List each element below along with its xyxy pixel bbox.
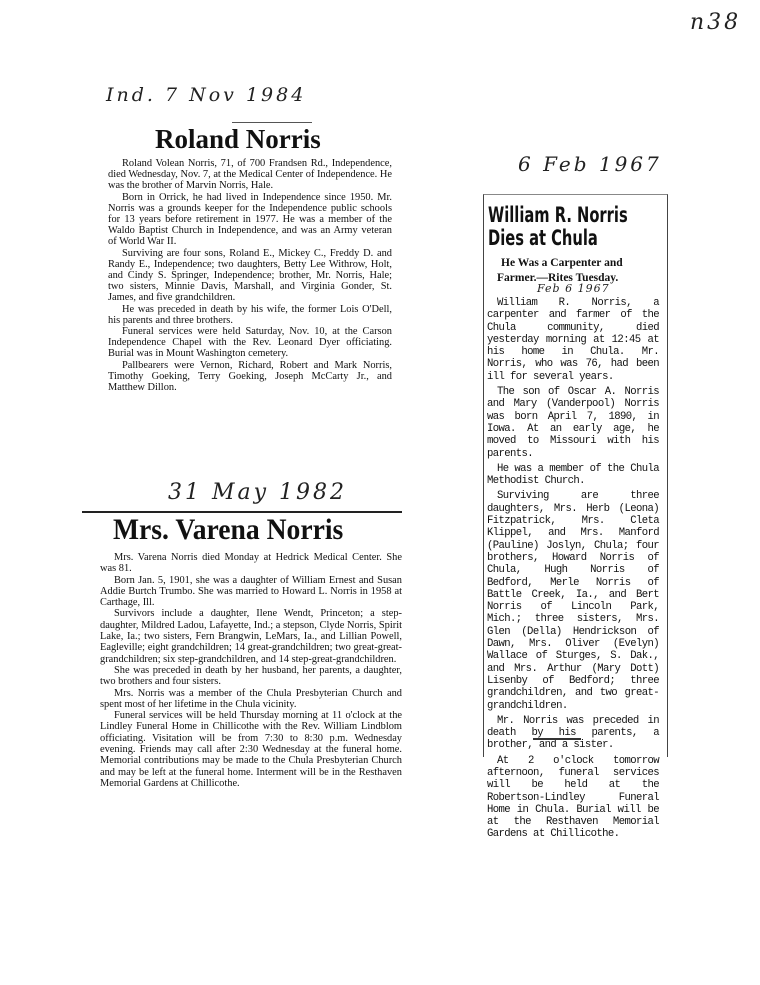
end-rule [533,738,581,740]
obituary-title: Roland Norris [155,124,321,154]
paragraph: She was preceded in death by her husband, her parents, a daughter, two brothers and four sisters. [100,664,402,688]
paragraph: Born Jan. 5, 1901, she was a daughter of William Ernest and Susan Addie Burtch Trumbo. She was married to Howard L. Norris in 1958 at Carthage, Ill. [100,574,402,609]
paragraph: Roland Volean Norris, 71, of 700 Frandsen Rd., Independence, died Wednesday, Nov. 7, at the Medical Center of Independence. He was the brother of Marvin Norris, Hale. [108,158,392,192]
subheadline-line-2: Farmer.—Rites Tuesday. [497,272,619,284]
paragraph: Mrs. Norris was a member of the Chula Presbyterian Church and spent most of her lifetime in the Chula vicinity. [100,687,402,710]
headline-line-2: Dies at Chula [488,226,598,250]
paragraph: Mr. Norris was preceded in death by his parents, a brother, and a sister. [487,714,659,752]
obituary-body [108,158,392,393]
headline-line-1: William R. Norris [488,203,628,227]
obituary-body [487,297,659,844]
obituary-title: Mrs. Varena Norris [113,513,344,546]
subheadline-line-1: He Was a Carpenter and [501,257,623,269]
paragraph: He was preceded in death by his wife, the former Lois O'Dell, his parents and three brothers. [108,303,392,326]
paragraph: Pallbearers were Vernon, Richard, Robert and Mark Norris, Timothy Goeking, Terry Goeking, Joseph McCarty Jr., and Matthew Dillon. [108,359,392,394]
paragraph: Born in Orrick, he had lived in Independence since 1950. Mr. Norris was a grounds keeper for the Independence public schools for 13 years before retirement in 1977. He was a member of the Waldo Baptist Church in Independence, and was an Army veteran of World War II. [108,191,392,248]
rule [232,122,312,123]
paragraph: Funeral services will be held Thursday morning at 11 o'clock at the Lindley Funeral Home in Chillicothe with the Rev. William Lindblom officiating. Visitation will be from 7:30 to 8:30 p.m. Wednesday evening. Friends may call after 2:30 Wednesday at the funeral home. Memorial contributions may be made to the Chula Presbyterian Church and may be left at the funeral home. Interment will be in the Resthaven Memorial Gardens at Chillicothe. [100,710,402,789]
paragraph: Surviving are four sons, Roland E., Mickey C., Freddy D. and Randy E., Independence; two daughters, Betty Lee Withrow, Holt, and Cindy S. Springer, Independence; brother, Mr. Norris, Hale; two sisters, Minnie Davis, Marshall, and Virginia Gonder, St. James, and five grandchildren. [108,247,392,304]
handwritten-inline-date: Feb 6 1967 [537,282,610,295]
handwritten-date: 31 May 1982 [168,480,348,505]
paragraph: Surviving are three daughters, Mrs. Herb (Leona) Fitzpatrick, Mrs. Cleta Klippel, and Mrs. Manford (Pauline) Joslyn, Chula; four brothers, Howard Norris of Chula, Hugh Norris of Bedford, Merle Norris of Battle Creek, Ia., and Bert Norris of Lincoln Park, Mich.; three sisters, Mrs. Glen (Della) Hendrickson of Dawn, Mrs. Oliver (Evelyn) Wallace of Sturges, S. Dak., and Mrs. Arthur (Mary Dott) Lisenby of Bedford; three grandchildren, and two great-grandchildren. [487,490,659,712]
paragraph: Funeral services were held Saturday, Nov. 10, at the Carson Independence Chapel with the Rev. Leonard Dyer officiating. Burial was in Mount Washington cemetery. [108,326,392,360]
obituary-body [100,552,402,789]
paragraph: Survivors include a daughter, Ilene Wendt, Princeton; a step-daughter, Mildred Ladou, Lafayette, Ind.; a stepson, Clyde Norris, Spirit Lake, Ia.; two sisters, Fern Brangwin, LeMars, Ia., and Lillian Powell, Eagleville; eight grandchildren; 14 great-grandchildren; two great-great-grandchildren; six step-grandchildren, and 14 step-great-grandchildren. [100,608,402,665]
paragraph: At 2 o'clock tomorrow afternoon, funeral services will be held at the Robertson-Lindley Funeral Home in Chula. Burial will be at the Resthaven Memorial Gardens at Chillicothe. [487,754,659,841]
handwritten-date: 6 Feb 1967 [518,152,662,176]
paragraph: He was a member of the Chula Methodist Church. [487,462,659,488]
paragraph: The son of Oscar A. Norris and Mary (Vanderpool) Norris was born April 7, 1890, in Iowa. At an early age, he moved to Missouri with his parents. [487,386,659,460]
paragraph: William R. Norris, a carpenter and farmer of the Chula community, died yesterday morning at 12:45 at his home in Chula. Mr. Norris, who was 76, had been ill for several years. [487,297,659,383]
paragraph: Mrs. Varena Norris died Monday at Hedrick Medical Center. She was 81. [100,552,402,575]
handwritten-date: Ind. 7 Nov 1984 [106,84,307,106]
page-number: n38 [690,10,742,35]
